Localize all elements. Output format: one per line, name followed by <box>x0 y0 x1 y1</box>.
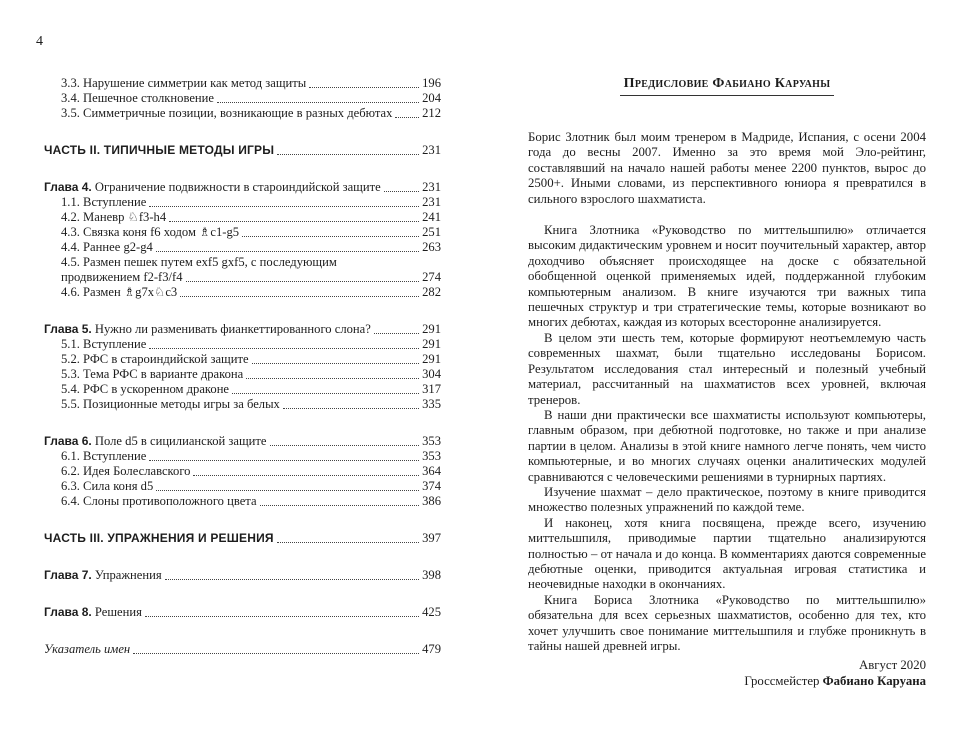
leader-dots <box>186 281 420 282</box>
preface-paragraph: В наши дни практически все шахматисты используют компьютеры, главным образом, при дебютной подготовке, но также и при анализе партии в целом. Анализы в этой книге намного легче понять, чем чисто компьютерные, и во многих случаях оценки аналитических модулей сравниваются с человеческими решениями в турнирных партиях. <box>528 407 926 484</box>
toc-row[interactable] <box>44 382 441 397</box>
toc-label: 4.4. Раннее g2-g4 <box>61 240 153 254</box>
toc-row[interactable] <box>44 225 441 240</box>
toc-page: 397 <box>422 531 441 545</box>
toc-label: 3.5. Симметричные позиции, возникающие в разных дебютах <box>61 106 393 120</box>
toc-label: Указатель имен <box>44 642 131 656</box>
toc-page: 231 <box>422 180 441 194</box>
toc-page: 335 <box>422 397 441 411</box>
toc-label: 5.5. Позиционные методы игры за белых <box>61 397 280 411</box>
toc-page: 282 <box>422 285 441 299</box>
leader-dots <box>270 445 420 446</box>
toc-page: 353 <box>422 449 441 463</box>
toc-label: 4.6. Размен ♗g7x♘c3 <box>61 285 178 299</box>
preface-paragraph: Книга Бориса Злотника «Руководство по миттельшпилю» обязательна для всех серьезных шахматистов, особенно для тех, кто хочет улучшить свое понимание миттельшпиля и глубже проникнуть в тайны нашей древней игры. <box>528 592 926 653</box>
toc-page: 304 <box>422 367 441 381</box>
chapter-title: Упражнения <box>91 568 162 582</box>
chapter-number: Глава 5. <box>44 322 92 336</box>
preface <box>528 76 926 689</box>
leader-dots <box>217 102 419 103</box>
toc-part-label: ЧАСТЬ II. ТИПИЧНЫЕ МЕТОДЫ ИГРЫ <box>44 143 275 157</box>
toc-label: 5.4. РФС в ускоренном драконе <box>61 382 230 396</box>
toc-label: 4.2. Маневр ♘f3-h4 <box>61 210 167 224</box>
toc-label: 3.3. Нарушение симметрии как метод защиты <box>61 76 307 90</box>
toc-label: 5.2. РФС в староиндийской защите <box>61 352 249 366</box>
chapter-number: Глава 7. <box>44 568 92 582</box>
toc-part-label: ЧАСТЬ III. УПРАЖНЕНИЯ И РЕШЕНИЯ <box>44 531 274 545</box>
toc-page: 204 <box>422 91 441 105</box>
preface-paragraph: Изучение шахмат – дело практическое, поэтому в книге приводится множество полезных упражнений по каждой теме. <box>528 484 926 515</box>
toc-label: 5.3. Тема РФС в варианте дракона <box>61 367 244 381</box>
toc-page: 263 <box>422 240 441 254</box>
signature-prefix: Гроссмейстер <box>744 674 823 689</box>
toc-index-row[interactable] <box>44 642 441 657</box>
toc-row[interactable] <box>44 195 441 210</box>
toc-row[interactable] <box>44 464 441 479</box>
toc-row[interactable] <box>44 449 441 464</box>
toc-page: 291 <box>422 352 441 366</box>
toc-row[interactable] <box>44 76 441 91</box>
toc-label-continued: продвижением f2-f3/f4 <box>61 270 183 284</box>
toc-label: 6.3. Сила коня d5 <box>61 479 154 493</box>
leader-dots <box>260 505 420 506</box>
preface-paragraph: Книга Злотника «Руководство по миттельшпилю» отличается высоким дидактическим уровнем и носит поучительный характер, автор доходчиво объясняет происходящее на доске с обязательной обобщенной оценкой применяемых идей, поддержанной глубоким компьютерным анализом. В книге изучаются три важных типа пешечных структур и три стратегические темы, которые возникают во многих дебютах, каждая из которых всесторонне анализируется. <box>528 223 926 330</box>
leader-dots <box>149 206 419 207</box>
toc-label: 4.3. Связка коня f6 ходом ♗c1-g5 <box>61 225 240 239</box>
toc-label: 5.1. Вступление <box>61 337 147 351</box>
toc-row[interactable] <box>44 494 441 509</box>
leader-dots <box>277 542 419 543</box>
table-of-contents <box>44 76 441 657</box>
toc-page: 386 <box>422 494 441 508</box>
toc-label: 1.1. Вступление <box>61 195 147 209</box>
leader-dots <box>156 251 419 252</box>
signature-name: Фабиано Каруана <box>822 674 926 689</box>
preface-signature <box>528 673 926 689</box>
leader-dots <box>283 408 419 409</box>
toc-chapter-row[interactable] <box>44 322 441 337</box>
leader-dots <box>374 333 419 334</box>
leader-dots <box>246 378 419 379</box>
page-number: 4 <box>36 34 43 49</box>
leader-dots <box>395 117 419 118</box>
leader-dots <box>133 653 419 654</box>
toc-page: 374 <box>422 479 441 493</box>
toc-page: 196 <box>422 76 441 90</box>
leader-dots <box>149 348 419 349</box>
toc-chapter-row[interactable] <box>44 568 441 583</box>
leader-dots <box>252 363 420 364</box>
toc-row[interactable] <box>44 91 441 106</box>
toc-page: 251 <box>422 225 441 239</box>
chapter-title: Решения <box>91 605 142 619</box>
toc-label: 6.2. Идея Болеславского <box>61 464 191 478</box>
toc-row[interactable] <box>44 106 441 121</box>
leader-dots <box>180 296 419 297</box>
toc-page: 291 <box>422 322 441 336</box>
preface-title: Предисловие Фабиано Каруаны <box>620 76 834 96</box>
toc-page: 425 <box>422 605 441 619</box>
preface-paragraph: В целом эти шесть тем, которые формируют неотъемлемую часть современных шахмат, были тщательно исследованы Борисом. Результатом исследования стал интересный и полезный учебный материал, рассчитанный на шахматистов всех уровней, включая тренеров. <box>528 330 926 407</box>
leader-dots <box>193 475 419 476</box>
toc-page: 231 <box>422 195 441 209</box>
toc-row[interactable] <box>44 285 441 300</box>
toc-page: 479 <box>422 642 441 656</box>
toc-page: 398 <box>422 568 441 582</box>
chapter-title: Нужно ли разменивать фианкеттированного слона? <box>91 322 371 336</box>
toc-page: 212 <box>422 106 441 120</box>
toc-page: 291 <box>422 337 441 351</box>
toc-row[interactable] <box>44 337 441 352</box>
preface-paragraph: Борис Злотник был моим тренером в Мадриде, Испания, с осени 2004 года до весны 2007. Именно за это время мой Эло-рейтинг, составлявший на начало нашей работы менее 2200 пунктов, вырос до 2500+. Иными словами, из перспективного юниора я превратился в сильного взрослого шахматиста. <box>528 130 926 206</box>
toc-chapter-row[interactable] <box>44 434 441 449</box>
toc-part-row[interactable] <box>44 143 441 158</box>
leader-dots <box>309 87 419 88</box>
toc-chapter-row[interactable] <box>44 180 441 195</box>
preface-date: Август 2020 <box>859 658 926 673</box>
leader-dots <box>384 191 419 192</box>
toc-row[interactable] <box>44 397 441 412</box>
toc-row[interactable] <box>44 240 441 255</box>
toc-page: 317 <box>422 382 441 396</box>
chapter-title: Ограничение подвижности в староиндийской защите <box>91 180 381 194</box>
chapter-number: Глава 6. <box>44 434 92 448</box>
toc-label: 6.4. Слоны противоположного цвета <box>61 494 257 508</box>
leader-dots <box>232 393 419 394</box>
toc-row[interactable] <box>44 210 441 225</box>
leader-dots <box>145 616 419 617</box>
toc-label: 3.4. Пешечное столкновение <box>61 91 214 105</box>
chapter-title: Поле d5 в сицилианской защите <box>91 434 267 448</box>
toc-page: 364 <box>422 464 441 478</box>
toc-row[interactable] <box>44 255 441 285</box>
toc-row[interactable] <box>44 479 441 494</box>
leader-dots <box>156 490 419 491</box>
leader-dots <box>169 221 419 222</box>
leader-dots <box>165 579 419 580</box>
chapter-number: Глава 8. <box>44 605 92 619</box>
toc-page: 231 <box>422 143 441 157</box>
toc-row[interactable] <box>44 367 441 382</box>
leader-dots <box>242 236 419 237</box>
toc-label: 6.1. Вступление <box>61 449 147 463</box>
preface-paragraph: И наконец, хотя книга посвящена, прежде всего, изучению миттельшпиля, приводимые партии тщательно анализируются полностью – от начала и до конца. В комментариях даются современные дебютные оценки, приводится актуальная игровая статистика и неочевидные находки в окончаниях. <box>528 515 926 592</box>
toc-page: 241 <box>422 210 441 224</box>
leader-dots <box>149 460 419 461</box>
toc-chapter-row[interactable] <box>44 605 441 620</box>
chapter-number: Глава 4. <box>44 180 92 194</box>
toc-row[interactable] <box>44 352 441 367</box>
toc-page: 353 <box>422 434 441 448</box>
toc-label: 4.5. Размен пешек путем exf5 gxf5, с последующим <box>61 255 337 269</box>
leader-dots <box>277 154 419 155</box>
toc-page: 274 <box>422 270 441 284</box>
toc-part-row[interactable] <box>44 531 441 546</box>
